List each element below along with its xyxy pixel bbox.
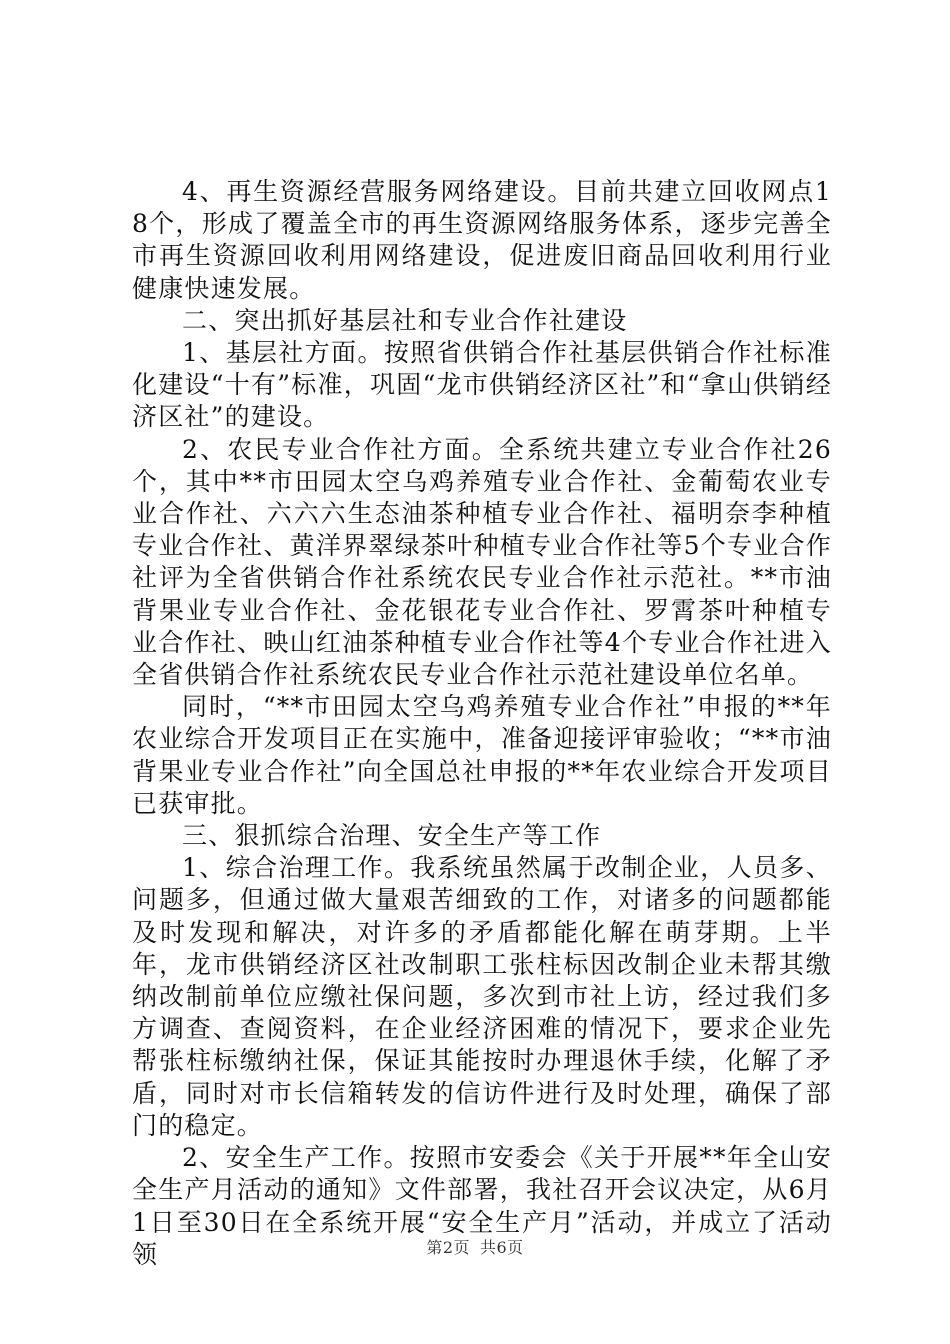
document-body (132, 176, 832, 1271)
section-heading-three: 三、狠抓综合治理、安全生产等工作 (182, 821, 602, 851)
paragraph-recycling-network: 4、再生资源经营服务网络建设。目前共建立回收网点18个，形成了覆盖全市的再生资源网络服务体系，逐步完善全市再生资源回收利用网络建设，促进废旧商品回收利用行业健康快速发展。 (132, 177, 832, 303)
section-heading-two: 二、突出抓好基层社和专业合作社建设 (182, 305, 628, 335)
page-number: 第2页 (426, 1238, 470, 1257)
paragraph-comprehensive-governance: 1、综合治理工作。我系统虽然属于改制企业，人员多、问题多，但通过做大量艰苦细致的工作，对诸多的问题都能及时发现和解决，对许多的矛盾都能化解在萌芽期。上半年，龙市供销经济区社改制职工张柱标因改制企业未帮其缴纳改制前单位应缴社保问题，多次到市社上访，经过我们多方调查、查阅资料，在企业经济困难的情况下，要求企业先帮张柱标缴纳社保，保证其能按时办理退休手续，化解了矛盾，同时对市长信箱转发的信访件进行及时处理，确保了部门的稳定。 (132, 853, 832, 1140)
page-total: 共6页 (480, 1238, 524, 1257)
page-footer (0, 1238, 950, 1258)
paragraph-grassroots-coop: 1、基层社方面。按照省供销合作社基层供销合作社标准化建设“十有”标准，巩固“龙市供销经济区社”和“拿山供销经济区社”的建设。 (132, 338, 832, 432)
paragraph-development-projects: 同时，“**市田园太空乌鸡养殖专业合作社”申报的**年农业综合开发项目正在实施中，准备迎接评审验收；“**市油背果业专业合作社”向全国总社申报的**年农业综合开发项目已获审批。 (132, 692, 832, 818)
paragraph-farmer-coops: 2、农民专业合作社方面。全系统共建立专业合作社26个，其中**市田园太空乌鸡养殖专业合作社、金葡萄农业专业合作社、六六六生态油茶种植专业合作社、福明奈李种植专业合作社、黄洋界翠绿茶叶种植专业合作社等5个专业合作社评为全省供销合作社系统农民专业合作社示范社。**市油背果业专业合作社、金花银花专业合作社、罗霄茶叶种植专业合作社、映山红油茶种植专业合作社等4个专业合作社进入全省供销合作社系统农民专业合作社示范社建设单位名单。 (132, 434, 832, 690)
paragraph-safety-production: 2、安全生产工作。按照市安委会《关于开展**年全山安全生产月活动的通知》文件部署，我社召开会议决定，从6月1日至30日在全系统开展“安全生产月”活动，并成立了活动领 (132, 1143, 832, 1269)
